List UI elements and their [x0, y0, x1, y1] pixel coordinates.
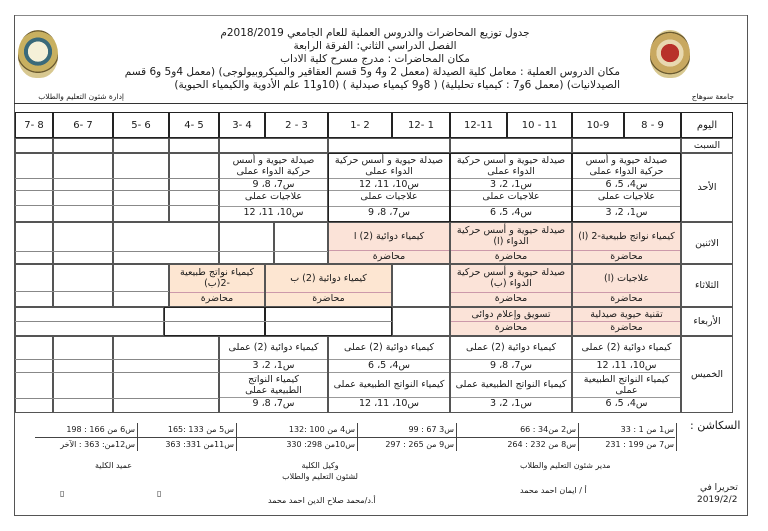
date-label: تحريرا في	[700, 483, 738, 493]
director-name: أ / ايمان احمد محمد	[520, 486, 587, 495]
director-title: مدير شئون التعليم والطلاب	[520, 461, 611, 470]
row-subline	[15, 291, 169, 292]
lecture-type: محاضرة	[573, 321, 680, 335]
section-range: س4 من 100 :132	[288, 425, 355, 434]
lab-groups: س7، 8، 9	[329, 206, 449, 221]
row-subline	[15, 321, 392, 322]
lab-title: كيمياء النواتج الطبيعية عملى	[329, 372, 449, 397]
row-subline	[15, 190, 219, 191]
document-header	[120, 27, 630, 92]
time-slot-header: 4 -3	[219, 112, 265, 138]
lab-title: كيمياء دوائية (2) عملى	[344, 342, 434, 354]
lab-title: كيمياء النواتج الطبيعية عملى	[573, 372, 680, 397]
day-label-saturday: السبت	[681, 138, 733, 153]
section-range: س2 من34 : 66	[520, 425, 576, 434]
time-slot-header: 11 - 10	[507, 112, 572, 138]
time-slot-header: 5 -4	[169, 112, 219, 138]
university-logo-icon	[650, 30, 690, 78]
lab-title: كيمياء دوائية (2) عملى	[466, 342, 556, 354]
section-range: س11من 331: 363	[165, 440, 234, 449]
section-range: س3 67 : 99	[408, 425, 454, 434]
vice-dean-title-cont: لشئون التعليم والطلاب	[282, 472, 358, 481]
lab-groups: س10، 11، 12	[573, 359, 680, 372]
sections-separator	[456, 423, 457, 451]
lab-block	[572, 153, 681, 222]
lab-block	[219, 153, 328, 222]
empty-slot	[53, 222, 113, 264]
empty-slot	[15, 138, 53, 153]
lecture-block	[169, 264, 265, 307]
lecture-block	[328, 222, 450, 264]
vice-dean-title: وكيل الكلية	[301, 461, 339, 470]
day-label-thursday: الخميس	[681, 336, 733, 413]
corner-day-header: اليوم	[681, 112, 733, 138]
time-slot-header: 3 - 2	[265, 112, 328, 138]
section-range: س6 من 166 : 198	[66, 425, 135, 434]
time-slot-header: 9 - 8	[624, 112, 681, 138]
header-lab-location: مكان الدروس العملية : معامل كلية الصيدلة (معمل 2 و4 و5 قسم العقاقير والميكروبيولوجى) (معمل 4و5 و6 قسم	[124, 66, 620, 78]
header-lecture-location: مكان المحاضرات : مدرج مسرح كلية الاداب	[280, 53, 470, 65]
university-caption: جامعة سوهاج	[691, 92, 734, 101]
empty-slot	[15, 222, 53, 264]
lab-groups: س4، 5، 6	[573, 178, 680, 190]
empty-slot	[15, 264, 53, 307]
header-divider	[14, 103, 748, 104]
lab-title: علاجيات عملى	[329, 190, 449, 205]
empty-slot	[392, 264, 450, 307]
header-lab-location-cont: الصيدلانيات) (معمل 6و7 : كيمياء تحليلية) ( 8و9 كيمياء صيدلية ) (10و11 علم الأدوية والكيمياء الحيوية)	[174, 79, 620, 91]
lecture-type: محاضرة	[573, 292, 680, 306]
time-slot-header: 1 -12	[392, 112, 450, 138]
empty-slot	[219, 222, 274, 264]
lecture-title: صيدلة حيوية و أسس حركية الدواء (ا)	[456, 225, 566, 248]
sections-separator	[357, 423, 358, 451]
lecture-title: كيمياء دوائية (2) ا	[353, 230, 425, 242]
empty-slot	[15, 153, 53, 222]
lab-block	[450, 336, 572, 413]
header-title: جدول توزيع المحاضرات والدروس العملية للعام الجامعي 2018/2019م	[220, 27, 530, 39]
lecture-block	[572, 222, 681, 264]
day-label-monday: الاثنين	[681, 222, 733, 264]
row-subline	[15, 205, 219, 206]
sections-separator	[137, 423, 138, 451]
lab-title: كيمياء النواتج الطبيعية عملى	[220, 372, 327, 397]
lab-title: صيدلة حيوية و أسس حركية الدواء عملى	[334, 154, 444, 177]
section-range: س12من: 363 : الآخر	[60, 440, 135, 449]
lab-title: كيمياء دوائية (2) عملى	[581, 342, 672, 354]
row-subline	[15, 178, 219, 179]
day-label-sunday: الأحد	[681, 153, 733, 222]
empty-slot	[328, 138, 450, 153]
lecture-type: محاضرة	[451, 292, 571, 306]
row-subline	[15, 372, 219, 373]
lab-block	[572, 336, 681, 413]
lab-title: صيدلة حيوية و أسس حركية الدواء عملى	[232, 154, 315, 177]
vice-dean-name: أ.د/محمد صلاح الدين احمد محمد	[268, 496, 376, 505]
sections-label: السكاشن :	[690, 419, 741, 432]
lecture-title: كيمياء نواتج طبيعية -2(ب)	[180, 267, 254, 290]
empty-slot	[450, 138, 572, 153]
lab-block	[450, 153, 572, 222]
date-value: 2019/2/2	[697, 495, 738, 505]
row-subline	[15, 251, 328, 252]
lecture-title: تسويق وإعلام دوائى	[471, 308, 551, 320]
section-range: س5 من 133 :165	[167, 425, 234, 434]
lab-groups: س7، 8، 9	[220, 178, 327, 190]
lab-title: علاجيات عملى	[220, 190, 327, 205]
lab-groups: س7، 8، 9	[451, 359, 571, 372]
lab-groups: س10، 11، 12	[220, 206, 327, 221]
empty-slot	[53, 138, 113, 153]
lab-title: كيمياء دوائية (2) عملى	[228, 342, 319, 354]
time-slot-header: 8 -7	[15, 112, 53, 138]
lecture-title: كيمياء نواتج طبيعية-2 (ا)	[578, 230, 675, 242]
day-label-wednesday: الأربعاء	[681, 307, 733, 336]
lecture-block	[572, 264, 681, 307]
lecture-block	[450, 307, 572, 336]
empty-slot	[219, 138, 328, 153]
sections-separator	[578, 423, 579, 451]
section-range: س8 من 232 : 264	[507, 440, 576, 449]
time-slot-header: 6 -5	[113, 112, 169, 138]
lab-title: علاجيات عملى	[451, 190, 571, 205]
lab-groups: س1، 2، 3	[451, 397, 571, 412]
lab-block	[219, 336, 328, 413]
section-range: س1 من 1 : 33	[620, 425, 674, 434]
lab-title: صيدلة حيوية و أسس حركية الدواء عملى	[585, 154, 668, 177]
lab-groups: س10، 11، 12	[329, 178, 449, 190]
time-slot-header: 7 -6	[53, 112, 113, 138]
empty-slot	[169, 153, 219, 222]
time-slot-header: 10-9	[572, 112, 624, 138]
lecture-block	[450, 264, 572, 307]
lab-groups: س4، 5، 6	[329, 359, 449, 372]
lab-groups: س4، 5، 6	[451, 206, 571, 221]
header-semester: الفصل الدراسي الثاني: الفرقة الرابعة	[293, 40, 457, 52]
lecture-type: محاضرة	[170, 292, 264, 306]
dean-title: عميد الكلية	[95, 461, 132, 470]
lab-groups: س4، 5، 6	[573, 397, 680, 412]
lecture-type: محاضرة	[451, 321, 571, 335]
signature-placeholder-icon: ▯	[60, 489, 65, 498]
sections-divider	[35, 437, 675, 438]
faculty-logo-icon	[18, 30, 58, 78]
lab-title: صيدلة حيوية و أسس حركية الدواء عملى	[456, 154, 566, 177]
empty-slot	[113, 264, 169, 307]
empty-slot	[113, 336, 219, 413]
lecture-title: كيمياء دوائية (2) ب	[290, 272, 367, 284]
signature-placeholder-icon: ▯	[157, 489, 162, 498]
time-slot-header: 12-11	[450, 112, 507, 138]
lecture-type: محاضرة	[329, 250, 449, 263]
lecture-type: محاضرة	[451, 250, 571, 263]
empty-slot	[53, 264, 113, 307]
section-range: س10من 298: 330	[286, 440, 355, 449]
lecture-block	[572, 307, 681, 336]
empty-slot	[113, 222, 219, 264]
lecture-title: علاجيات (ا)	[604, 272, 649, 284]
empty-slot	[113, 138, 169, 153]
lab-groups: س7، 8، 9	[220, 397, 327, 412]
section-range: س7 من 199 : 231	[605, 440, 674, 449]
empty-slot	[15, 336, 53, 413]
lab-groups: س10، 11، 12	[329, 397, 449, 412]
lecture-type: محاضرة	[266, 292, 391, 306]
lab-groups: س1، 2، 3	[573, 206, 680, 221]
empty-slot	[53, 336, 113, 413]
lab-title: كيمياء النواتج الطبيعية عملى	[451, 372, 571, 397]
lab-block	[328, 336, 450, 413]
sections-separator	[236, 423, 237, 451]
lab-groups: س1، 2، 3	[451, 178, 571, 190]
section-range: س9 من 265 : 297	[385, 440, 454, 449]
sections-separator	[676, 423, 677, 451]
lecture-title: صيدلة حيوية و أسس حركية الدواء (ب)	[456, 267, 566, 290]
empty-slot	[53, 153, 113, 222]
day-label-tuesday: الثلاثاء	[681, 264, 733, 307]
lab-title: علاجيات عملى	[573, 190, 680, 205]
time-slot-header: 2 -1	[328, 112, 392, 138]
row-subline	[15, 359, 219, 360]
lecture-block	[450, 222, 572, 264]
lecture-title: تقنية حيوية صيدلية	[590, 308, 663, 320]
empty-slot	[274, 222, 328, 264]
department-caption: إدارة شئون التعليم والطلاب	[38, 92, 124, 101]
empty-slot	[113, 153, 169, 222]
row-subline	[15, 398, 219, 399]
lab-block	[328, 153, 450, 222]
empty-slot	[392, 307, 450, 336]
lecture-type: محاضرة	[573, 250, 680, 263]
empty-slot	[572, 138, 681, 153]
lecture-block	[265, 264, 392, 307]
empty-slot	[169, 138, 219, 153]
lab-groups: س1، 2، 3	[220, 359, 327, 372]
